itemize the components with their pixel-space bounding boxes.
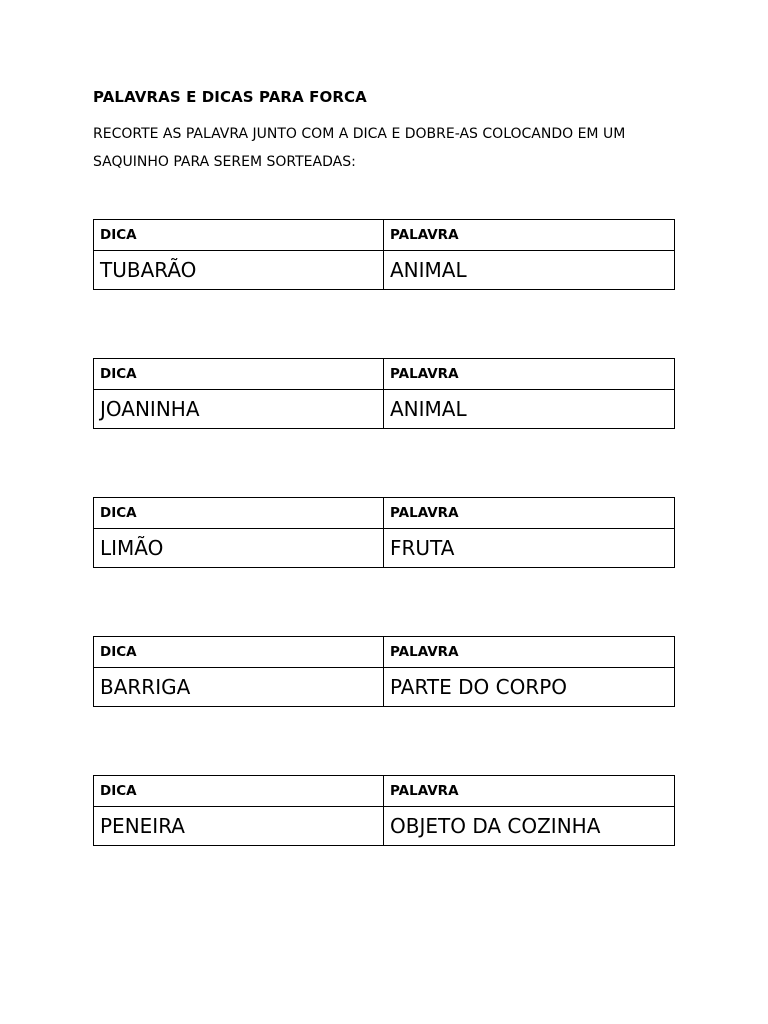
word-header: PALAVRA (384, 220, 675, 251)
instructions-text: RECORTE AS PALAVRA JUNTO COM A DICA E DOBRE-AS COLOCANDO EM UM SAQUINHO PARA SEREM SORTEADAS: (93, 126, 626, 170)
word-card (93, 497, 675, 568)
word-cell: FRUTA (384, 529, 675, 568)
hint-cell: LIMÃO (94, 529, 384, 568)
word-header: PALAVRA (384, 498, 675, 529)
document-title: PALAVRAS E DICAS PARA FORCA (93, 88, 367, 106)
card-list (93, 219, 674, 914)
hint-header: DICA (94, 637, 384, 668)
hint-cell: JOANINHA (94, 390, 384, 429)
hint-header: DICA (94, 220, 384, 251)
word-cell: ANIMAL (384, 390, 675, 429)
word-cell: PARTE DO CORPO (384, 668, 675, 707)
word-card (93, 219, 675, 290)
word-cell: ANIMAL (384, 251, 675, 290)
word-card (93, 775, 675, 846)
hint-cell: PENEIRA (94, 807, 384, 846)
word-card (93, 636, 675, 707)
word-cell: OBJETO DA COZINHA (384, 807, 675, 846)
word-card (93, 358, 675, 429)
word-header: PALAVRA (384, 637, 675, 668)
hint-cell: TUBARÃO (94, 251, 384, 290)
document-page (93, 86, 674, 838)
hint-header: DICA (94, 776, 384, 807)
hint-header: DICA (94, 498, 384, 529)
word-header: PALAVRA (384, 776, 675, 807)
word-header: PALAVRA (384, 359, 675, 390)
hint-header: DICA (94, 359, 384, 390)
hint-cell: BARRIGA (94, 668, 384, 707)
